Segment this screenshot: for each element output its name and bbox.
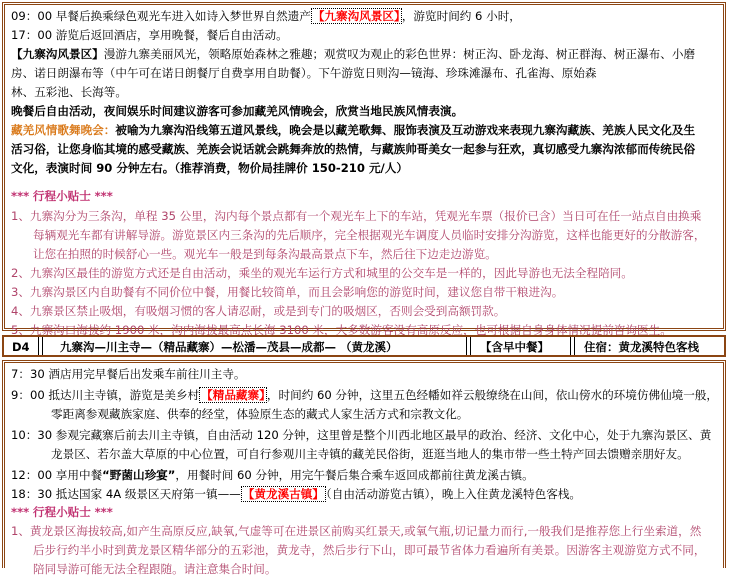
day4-accommodation: 住宿：黄龙溪特色客栈	[584, 340, 699, 354]
day3-line-7: 藏羌风情歌舞晚会：被喻为九寨沟沿线第五道风景线，晚会是以藏羌歌舞、服饰表演及互动游戏来表现九寨沟藏族、羌族人民文化及生	[11, 123, 696, 137]
day4-label: D4	[12, 340, 30, 354]
day3-tip-1c: 让您在拍照的时候舒心一些。观光车一般是到每条沟最高景点下车，然后往下边走边游览。	[33, 247, 497, 261]
day3-tip-3: 3、九寨沟景区内自助餐有不同价位中餐，用餐比较简单，而且会影响您的游览时间，建议您自带干粮进沟。	[11, 285, 564, 299]
day4-row-5: 18：30 抵达国家 4A 级景区天府第一镇—— 【黄龙溪古镇】 （自由活动游览古镇），晚上入住黄龙溪特色客栈。	[11, 487, 582, 501]
day3-line-6: 晚餐后自由活动，夜间娱乐时间建议游客可参加藏羌风情晚会，欣赏当地民族风情表演。	[11, 104, 464, 118]
day4-tip-1: 1、黄龙景区海拔较高,如产生高原反应,缺氧,气虚等可在进景区前购买红景天,或氧气瓶,切记量力而行,一般我们是推荐您上行坐索道，然	[11, 524, 702, 538]
itinerary-page	[2, 2, 728, 576]
day4-row-1: 7：30 酒店用完早餐后出发乘车前往川主寺。	[11, 367, 246, 381]
day3-tip-5: 5、九寨沟口海拔约 1900 米，沟内海拔最高点长海 3100 米，大多数游客没有高原反应，也可根据自身身体情况提前咨询医生。	[11, 323, 672, 337]
divider	[570, 337, 575, 355]
day4-row-3: 10：30 参观完藏寨后前去川主寺镇，自由活动 120 分钟，这里曾是整个川西北地区最早的政治、经济、文化中心，处于九寨沟景区、黄	[11, 428, 712, 442]
evening-show-label: 藏羌风情歌舞晚会：	[11, 123, 116, 137]
tibetan-village-highlight: 【精品藏寨】	[201, 388, 265, 402]
day4-tips-heading: *** 行程小贴士 ***	[11, 505, 113, 519]
day3-line-9: 文化，表演时间 90 分钟左右。（推荐消费，物价局挂牌价 150-210 元/人）	[11, 161, 408, 175]
day4-row-2: 9：00 抵达川主寺镇，游览是美乡村 【精品藏寨】 ，时间约 60 分钟，这里五色经幡如祥云般缭绕在山间，依山傍水的环境仿佛仙境一般，	[11, 388, 719, 402]
day3-tip-2: 2、九寨沟区最佳的游览方式还是自由活动，乘坐的观光车运行方式和城里的公交车是一样的，因此导游也无法全程陪同。	[11, 266, 633, 280]
day3-line-2: 17：00 游览后返回酒店，享用晚餐，餐后自由活动。	[11, 28, 288, 42]
divider	[38, 337, 43, 355]
day3-tip-1: 1、九寨沟分为三条沟，单程 35 公里，沟内每个景点都有一个观光车上下的车站，凭观光车票（报价已含）当日可在任一站点自由换乘	[11, 209, 702, 223]
day3-line-5: 林、五彩池、长海等。	[11, 85, 127, 99]
day4-header	[2, 335, 726, 357]
day4-tip-1b: 后步行约半小时到黄龙景区精华部分的五彩池，黄龙寺，然后步行下山，即可最节省体力看遍所有美景。因游客主观游览方式不同，	[33, 543, 706, 557]
lunch-name: “野菌山珍宴”	[102, 468, 176, 482]
divider	[466, 337, 471, 355]
day4-route: 九寨沟—川主寺—（精品藏寨）—松潘—茂县—成都— （黄龙溪）	[60, 340, 398, 354]
day4-row-2b: 零距离参观藏族家庭、供奉的经堂，体验原生态的藏式人家生活方式和宗教文化。	[51, 407, 469, 421]
day3-tip-4: 4、九寨景区禁止吸烟，有吸烟习惯的客人请忍耐，或是到专门的吸烟区，否则会受到高额罚款。	[11, 304, 506, 318]
day3-tips-heading: *** 行程小贴士 ***	[11, 189, 113, 203]
day3-tip-1b: 每辆观光车都有讲解导游。游览景区内三条沟的先后顺序，完全根据观光车调度人员临时安排分沟游览，这样也能更好的分散游客，	[33, 228, 706, 242]
day3-line-8: 活习俗，让您身临其境的感受藏族、羌族会说话就会跳舞奔放的热情，与藏族帅哥美女一起参与狂欢，真切感受九寨沟浓郁而传统民俗	[11, 142, 696, 156]
day3-line-1: 09：00 早餐后换乘绿色观光车进入如诗入梦世界自然遗产 【九寨沟风景区】 ，游览时间约 6 小时，	[11, 9, 521, 23]
day3-section	[2, 2, 726, 337]
day4-row-3b: 龙景区、若尔盖大草原的中心位置，可自行参观川主寺镇的藏羌民俗街，逛逛当地人的集市带一些土特产回去馈赠亲朋好友。	[51, 447, 689, 461]
day3-line-3: 【九寨沟风景区】漫游九寨美丽风光，领略原始森林之雅趣；观赏叹为观止的彩色世界：树正沟、卧龙海、树正群海、树正瀑布、小磨	[11, 47, 696, 61]
day4-section	[2, 360, 726, 576]
day3-line-4: 房、诺日朗瀑布等（中午可在诺日朗餐厅自费享用自助餐）。下午游览日则沟—镜海、珍珠滩瀑布、孔雀海、原始森	[11, 66, 597, 80]
jiuzhaigou-highlight: 【九寨沟风景区】	[312, 9, 400, 23]
day4-tip-1c: 陪同导游可能无法全程跟随。请注意集合时间。	[33, 562, 277, 576]
day4-row-4: 12：00 享用中餐“野菌山珍宴”，用餐时间 60 分钟，用完午餐后集合乘车返回成都前往黄龙溪古镇。	[11, 468, 534, 482]
day4-meals: 【含早中餐】	[480, 340, 549, 354]
huanglongxi-highlight: 【黄龙溪古镇】	[242, 487, 324, 501]
